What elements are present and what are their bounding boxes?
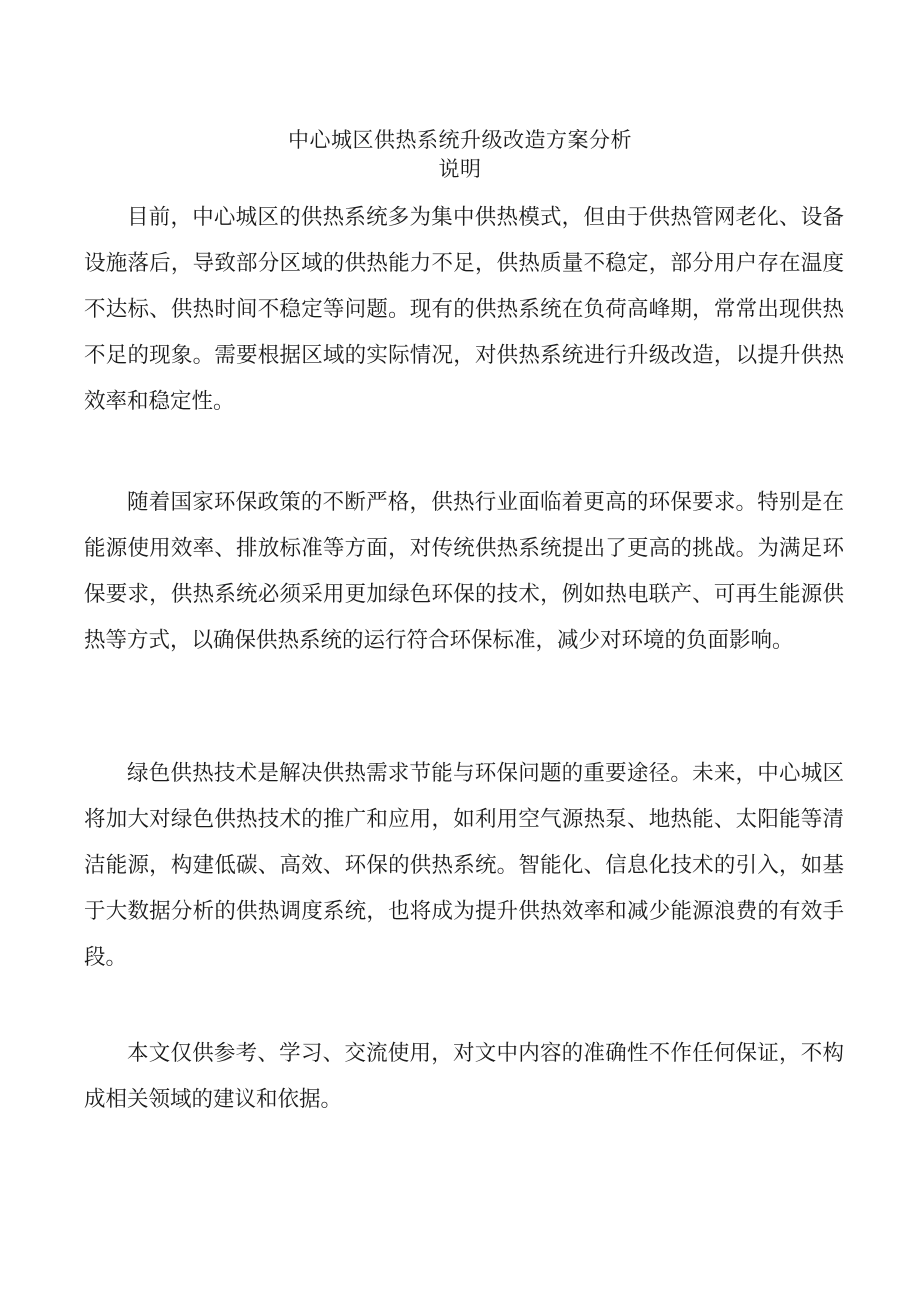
document-title: 中心城区供热系统升级改造方案分析 (288, 128, 632, 152)
paragraph-current-status: 目前，中心城区的供热系统多为集中供热模式，但由于供热管网老化、设备设施落后，导致部分区域的供热能力不足，供热质量不稳定，部分用户存在温度不达标、供热时间不稳定等问题。现有的供热系统在负荷高峰期，常常出现供热不足的现象。需要根据区域的实际情况，对供热系统进行升级改造，以提升供热效率和稳定性。 (84, 205, 844, 414)
paragraph-disclaimer: 本文仅供参考、学习、交流使用，对文中内容的准确性不作任何保证，不构成相关领域的建议和依据。 (84, 1041, 844, 1112)
document-subtitle: 说明 (438, 157, 482, 181)
paragraph-green-heating: 绿色供热技术是解决供热需求节能与环保问题的重要途径。未来，中心城区将加大对绿色供热技术的推广和应用，如利用空气源热泵、地热能、太阳能等清洁能源，构建低碳、高效、环保的供热系统。智能化、信息化技术的引入，如基于大数据分析的供热调度系统，也将成为提升供热效率和减少能源浪费的有效手段。 (84, 761, 844, 970)
paragraph-environmental-policy: 随着国家环保政策的不断严格，供热行业面临着更高的环保要求。特别是在能源使用效率、排放标准等方面，对传统供热系统提出了更高的挑战。为满足环保要求，供热系统必须采用更加绿色环保的技术，例如热电联产、可再生能源供热等方式，以确保供热系统的运行符合环保标准，减少对环境的负面影响。 (84, 490, 844, 653)
